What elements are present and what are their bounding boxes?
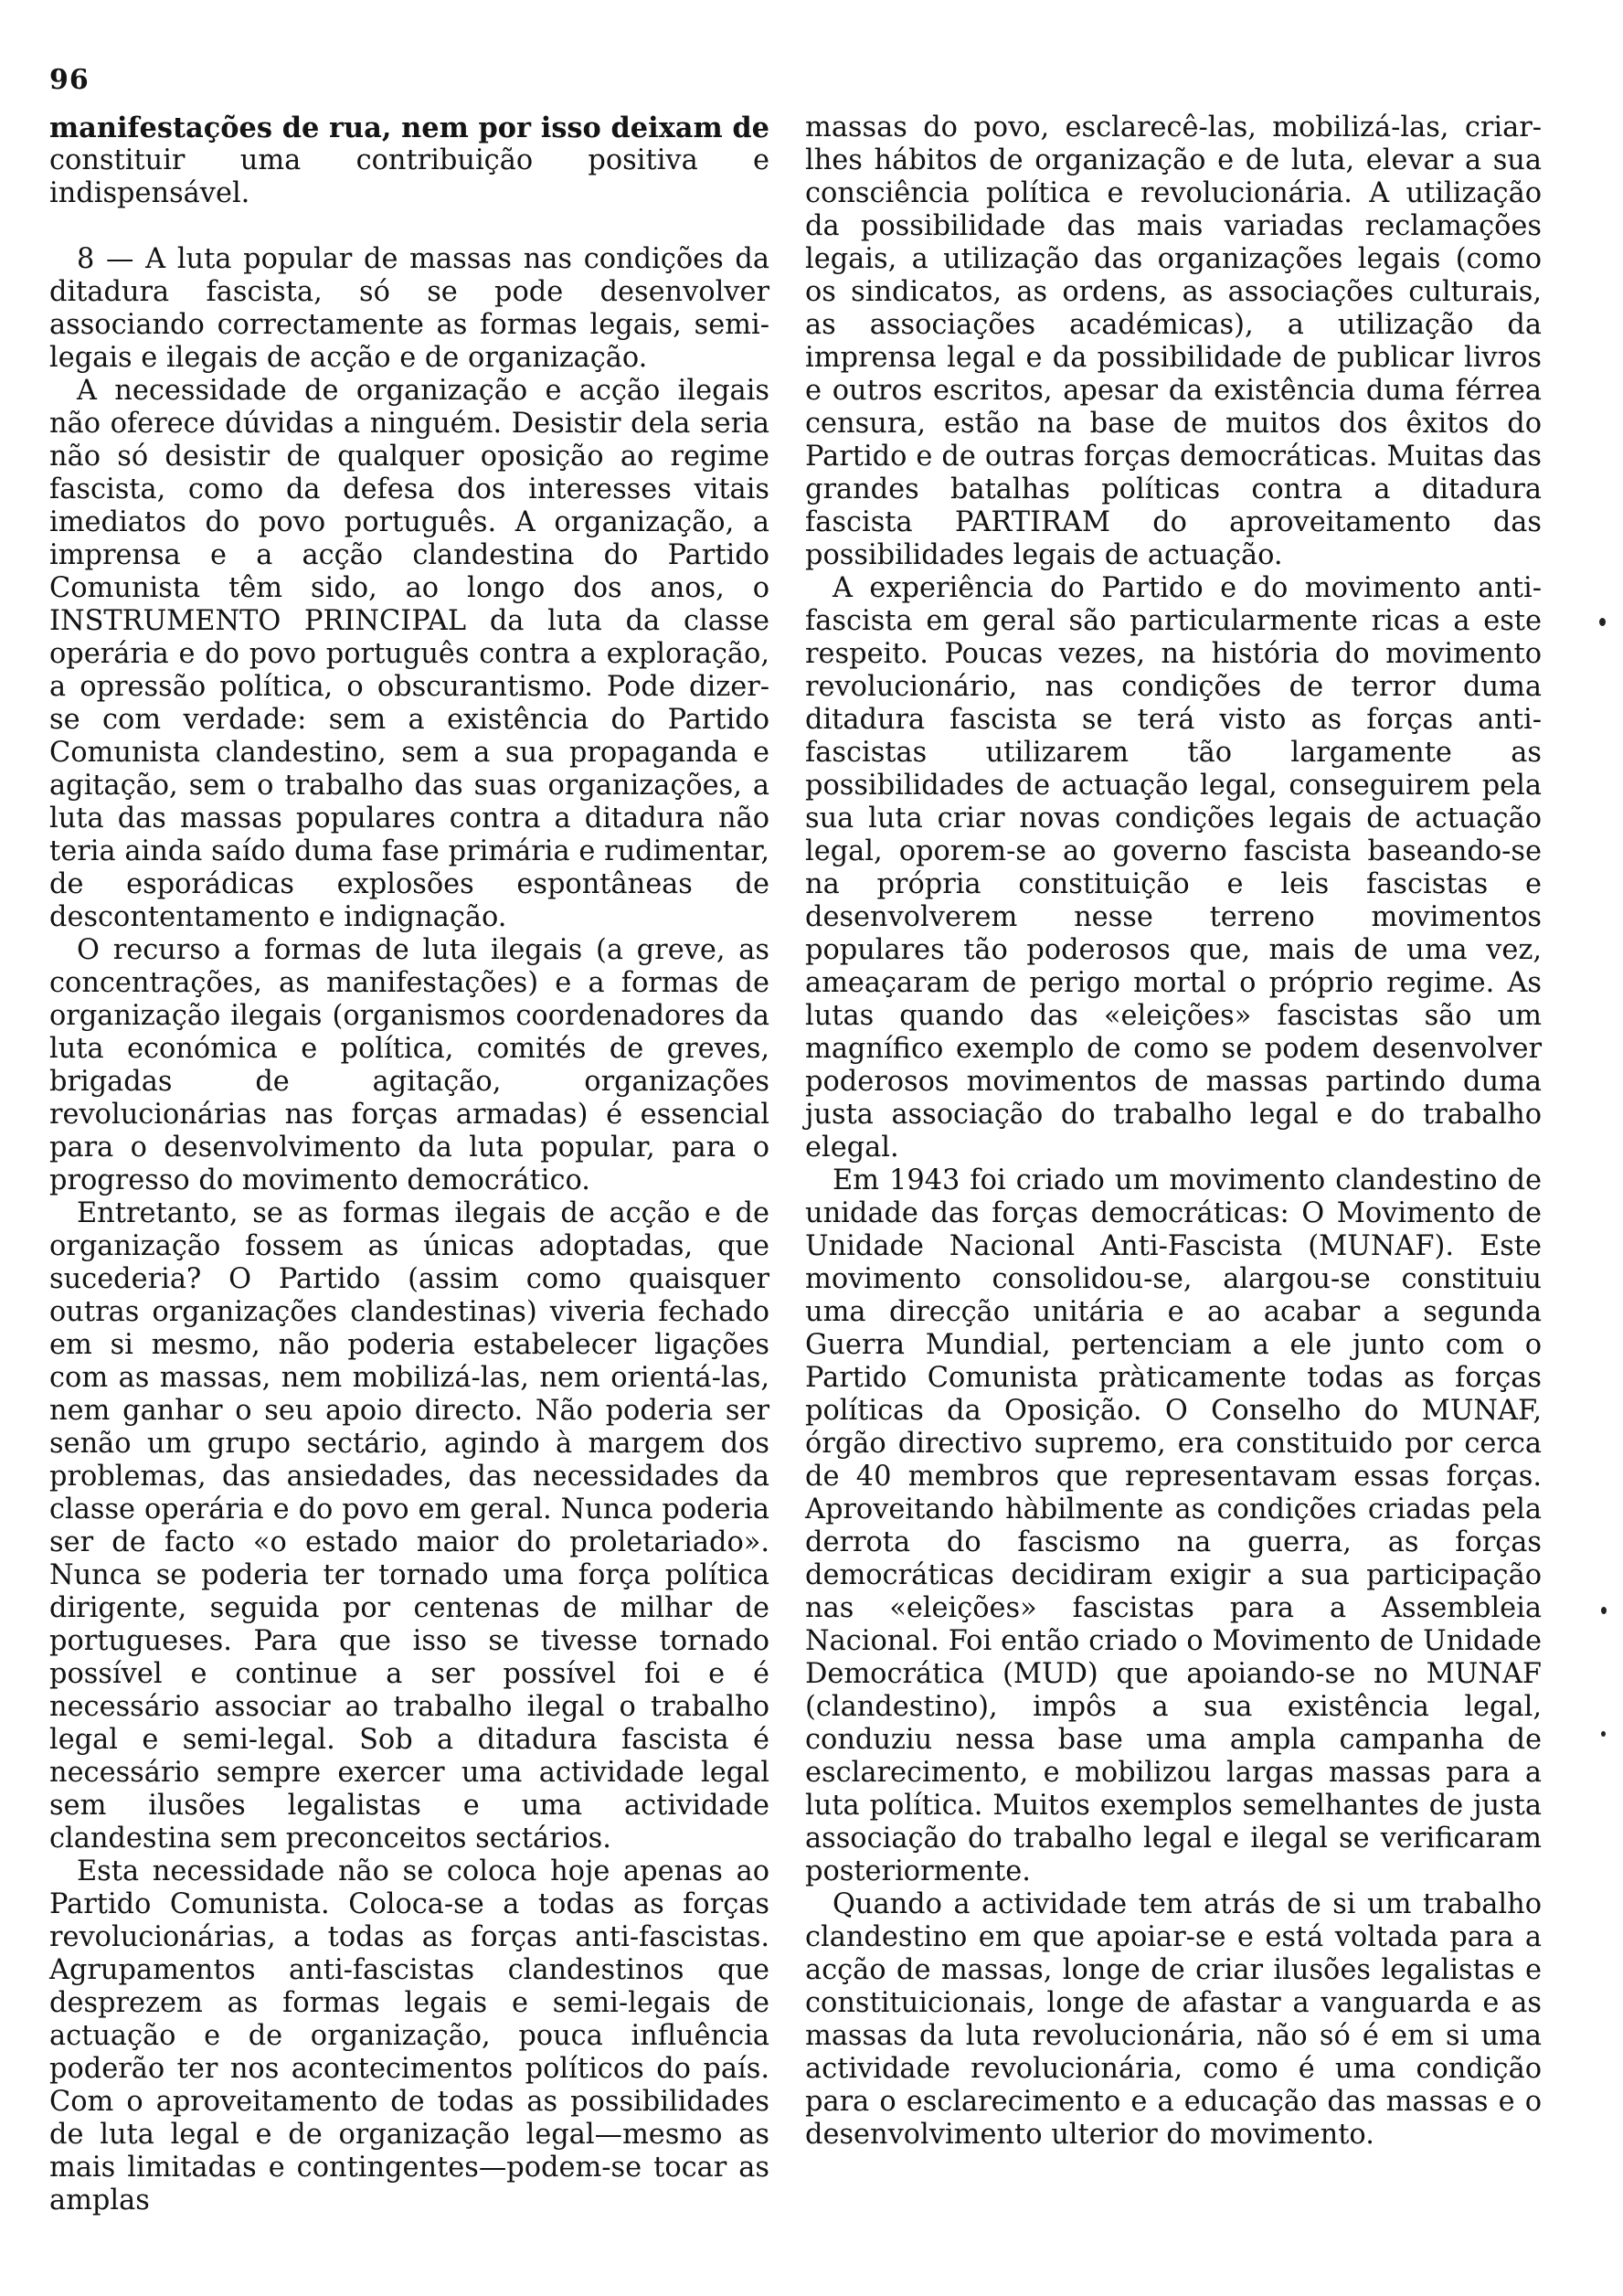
scan-speck [1601,1607,1607,1614]
paragraph: Esta necessidade não se coloca hoje apenas ao Partido Comunista. Coloca-se a todas as forças revolucionárias, a todas as forças anti-fascistas. Agrupamentos anti-fascistas clandestinos que desprezem as formas legais e semi-legais de actuação e de organização, pouca influência poderão ter nos acontecimentos políticos do país. Com o aproveitamento de todas as possibilidades de luta legal e de organização legal—mesmo as mais limitadas e contingentes—podem-se tocar as amplas [49,1855,769,2216]
paragraph: massas do povo, esclarecê-las, mobilizá-las, criar-lhes hábitos de organização e de luta, elevar a sua consciência política e revolucionária. A utilização da possibilidade das mais variadas reclamações legais, a utilização das organizações legais (como os sindicatos, as ordens, as associações culturais, as associações académicas), a utilização da imprensa legal e da possibilidade de publicar livros e outros escritos, apesar da existência duma férrea censura, estão na base de muitos dos êxitos do Partido e de outras forças democráticas. Muitas das grandes batalhas políticas contra a ditadura fascista PARTIRAM do aproveitamento das possibilidades legais de actuação. [805,112,1542,571]
paragraph-section-8: 8 — A luta popular de massas nas condições da ditadura fascista, só se pode desenvolver associando correctamente as formas legais, semi-legais e ilegais de acção e de organização. [49,243,769,374]
paragraph: Em 1943 foi criado um movimento clandestino de unidade das forças democráticas: O Movimento de Unidade Nacional Anti-Fascista (MUNAF). Este movimento consolidou-se, alargou-se constituiu uma direcção unitária e ao acabar a segunda Guerra Mundial, pertenciam a ele junto com o Partido Comunista pràticamente todas as forças políticas da Oposição. O Conselho do MUNAF, órgão directivo supremo, era constituido por cerca de 40 membros que representavam essas forças. Aproveitando hàbilmente as condições criadas pela derrota do fascismo na guerra, as forças democráticas decidiram exigir a sua participação nas «eleições» fascistas para a Assembleia Nacional. Foi então criado o Movimento de Unidade Democrática (MUD) que apoiando-se no MUNAF (clandestino), impôs a sua existência legal, conduziu nessa base uma ampla campanha de esclarecimento, e mobilizou largas massas para a luta política. Muitos exemplos semelhantes de justa associação do trabalho legal e ilegal se verificaram posteriormente. [805,1164,1542,1887]
scan-speck [1599,618,1606,626]
paragraph: A experiência do Partido e do movimento anti-fascista em geral são particularmente ricas a este respeito. Poucas vezes, na história do movimento revolucionário, nas condições de terror duma ditadura fascista se terá visto as forças anti-fascistas utilizarem tão largamente as possibilidades de actuação legal, conseguirem pela sua luta criar novas condições legais de actuação legal, oporem-se ao governo fascista baseando-se na própria constituição e leis fascistas e desenvolverem nesse terreno movimentos populares tão poderosos que, mais de uma vez, ameaçaram de perigo mortal o próprio regime. As lutas quando das «eleições» fascistas são um magnífico exemplo de como se podem desenvolver poderosos movimentos de massas partindo duma justa associação do trabalho legal e do trabalho elegal. [805,572,1542,1164]
left-column [49,112,769,2217]
page-number: 96 [49,64,90,96]
scan-speck [1601,1731,1606,1737]
paragraph: Quando a actividade tem atrás de si um trabalho clandestino em que apoiar-se e está voltada para a acção de massas, longe de criar ilusões legalistas e constituicionais, longe de afastar a vanguarda e as massas da luta revolucionária, não só é em si uma actividade revolucionária, como é uma condição para o esclarecimento e a educação das massas e o desenvolvimento ulterior do movimento. [805,1888,1542,2151]
paragraph: manifestações de rua, nem por isso deixam de constituir uma contribuição positiva e indispensável. [49,112,769,209]
right-column [805,112,1542,2152]
paragraph: A necessidade de organização e acção ilegais não oferece dúvidas a ninguém. Desistir dela seria não só desistir de qualquer oposição ao regime fascista, como da defesa dos interesses vitais imediatos do povo português. A organização, a imprensa e a acção clandestina do Partido Comunista têm sido, ao longo dos anos, o INSTRUMENTO PRINCIPAL da luta da classe operária e do povo português contra a exploração, a opressão política, o obscurantismo. Pode dizer-se com verdade: sem a existência do Partido Comunista clandestino, sem a sua propaganda e agitação, sem o trabalho das suas organizações, a luta das massas populares contra a ditadura não teria ainda saído duma fase primária e rudimentar, de esporádicas explosões espontâneas de descontentamento e indignação. [49,375,769,933]
paragraph: Entretanto, se as formas ilegais de acção e de organização fossem as únicas adoptadas, que sucederia? O Partido (assim como quaisquer outras organizações clandestinas) viveria fechado em si mesmo, não poderia estabelecer ligações com as massas, nem mobilizá-las, nem orientá-las, nem ganhar o seu apoio directo. Não poderia ser senão um grupo sectário, agindo à margem dos problemas, das ansiedades, das necessidades da classe operária e do povo em geral. Nunca poderia ser de facto «o estado maior do proletariado». Nunca se poderia ter tornado uma força política dirigente, seguida por centenas de milhar de portugueses. Para que isso se tivesse tornado possível e continue a ser possível foi e é necessário associar ao trabalho ilegal o trabalho legal e semi-legal. Sob a ditadura fascista é necessário sempre exercer uma actividade legal sem ilusões legalistas e uma actividade clandestina sem preconceitos sectários. [49,1197,769,1855]
paragraph: O recurso a formas de luta ilegais (a greve, as concentrações, as manifestações) e a formas de organização ilegais (organismos coordenadores da luta económica e política, comités de greves, brigadas de agitação, organizações revolucionárias nas forças armadas) é essencial para o desenvolvimento da luta popular, para o progresso do movimento democrático. [49,934,769,1196]
